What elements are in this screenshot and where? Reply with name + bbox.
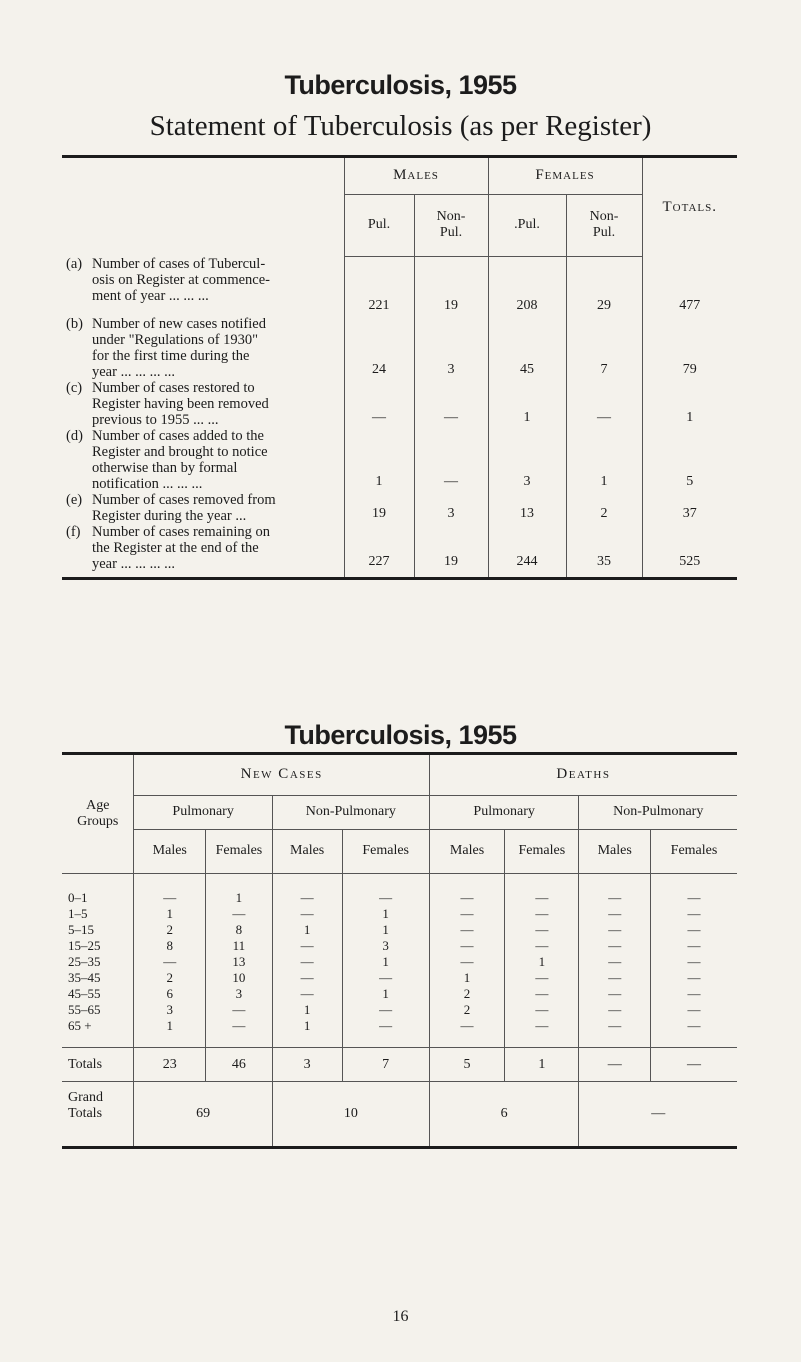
data-cell: — — [651, 906, 737, 922]
header-male-pul: Pul. — [344, 194, 414, 256]
register-row-text: Register during the year ... — [92, 508, 247, 524]
register-cell: 19 — [344, 492, 414, 524]
data-cell: 3 — [342, 938, 429, 954]
register-row — [62, 524, 737, 572]
register-table — [62, 155, 737, 580]
data-cell: — — [579, 922, 651, 938]
register-row-text: Register and brought to notice — [92, 444, 268, 460]
grand-totals-cell: 69 — [134, 1082, 272, 1148]
sex-header: Females — [505, 829, 579, 873]
second-title: Tuberculosis, 1955 — [284, 720, 517, 750]
register-cell: 24 — [344, 316, 414, 380]
data-cell: — — [429, 938, 504, 954]
data-cell: — — [272, 890, 342, 906]
register-cell: 45 — [488, 316, 566, 380]
table-row — [62, 1002, 737, 1018]
data-cell: — — [272, 906, 342, 922]
register-row-label — [62, 492, 344, 524]
data-cell: — — [579, 938, 651, 954]
register-cell: 3 — [414, 316, 488, 380]
data-cell: 1 — [505, 954, 579, 970]
age-group-cell: 55–65 — [68, 1001, 101, 1017]
data-cell: 1 — [134, 906, 206, 922]
register-row-label — [62, 380, 344, 428]
data-cell: 1 — [272, 1018, 342, 1034]
sex-header: Males — [134, 829, 206, 873]
data-cell: — — [579, 1002, 651, 1018]
data-cell: — — [272, 954, 342, 970]
register-cell: 221 — [344, 256, 414, 316]
table-row — [62, 922, 737, 938]
data-cell: — — [206, 1018, 273, 1034]
data-cell: 2 — [134, 922, 206, 938]
register-cell: 1 — [488, 380, 566, 428]
data-cell: 3 — [206, 986, 273, 1002]
register-row — [62, 316, 737, 380]
age-group-cell: 1–5 — [68, 905, 88, 921]
data-cell: — — [505, 906, 579, 922]
register-row-text: osis on Register at commence- — [92, 272, 270, 288]
data-cell: — — [134, 954, 206, 970]
data-cell: — — [579, 1018, 651, 1034]
data-cell: — — [505, 1002, 579, 1018]
data-cell: — — [342, 890, 429, 906]
data-cell: — — [429, 922, 504, 938]
table-row — [62, 970, 737, 986]
data-cell: — — [272, 938, 342, 954]
data-cell: — — [429, 906, 504, 922]
sex-header: Females — [651, 829, 737, 873]
header-males: Males — [393, 167, 439, 184]
age-group-cell: 25–35 — [68, 953, 101, 969]
data-cell: 1 — [134, 1018, 206, 1034]
data-cell: — — [342, 1018, 429, 1034]
register-row-text: Number of cases added to the — [92, 428, 264, 444]
data-cell: — — [579, 970, 651, 986]
register-cell: 19 — [414, 256, 488, 316]
table-row — [62, 938, 737, 954]
table-row — [62, 1018, 737, 1034]
data-cell: — — [206, 906, 273, 922]
grand-totals-label: Grand Totals — [68, 1090, 103, 1121]
sex-header: Males — [272, 829, 342, 873]
data-cell: — — [651, 986, 737, 1002]
register-cell: 5 — [642, 428, 737, 492]
row-marker: (e) — [66, 492, 83, 508]
totals-cell: 5 — [429, 1048, 504, 1082]
data-cell: — — [579, 986, 651, 1002]
register-cell: 1 — [642, 380, 737, 428]
header-male-nonpul: Non- Pul. — [414, 194, 488, 256]
register-cell: 227 — [344, 524, 414, 572]
data-cell: — — [505, 922, 579, 938]
totals-cell: 46 — [206, 1048, 273, 1082]
register-cell: — — [566, 380, 642, 428]
data-cell: — — [134, 890, 206, 906]
data-cell: 3 — [134, 1002, 206, 1018]
register-row-text: ment of year ... ... ... — [92, 288, 209, 304]
data-cell: 2 — [134, 970, 206, 986]
data-cell: — — [272, 986, 342, 1002]
grand-totals-cell: 10 — [272, 1082, 429, 1148]
page-subtitle: Statement of Tuberculosis (as per Register) — [149, 110, 652, 142]
data-cell: — — [651, 938, 737, 954]
register-cell: 525 — [642, 524, 737, 572]
data-cell: 6 — [134, 986, 206, 1002]
page-number: 16 — [392, 1308, 409, 1325]
data-cell: 1 — [272, 922, 342, 938]
row-marker: (f) — [66, 524, 81, 540]
page-title: Tuberculosis, 1955 — [284, 70, 517, 100]
header-new-nonpulmonary: Non-Pulmonary — [272, 795, 429, 829]
register-cell: 7 — [566, 316, 642, 380]
header-deaths-pulmonary: Pulmonary — [429, 795, 579, 829]
register-cell: 13 — [488, 492, 566, 524]
row-marker: (a) — [66, 256, 83, 272]
register-row-text: Number of cases of Tubercul- — [92, 256, 266, 272]
register-row-text: previous to 1955 ... ... — [92, 412, 219, 428]
register-row-text: notification ... ... ... — [92, 476, 203, 492]
register-cell: — — [414, 428, 488, 492]
totals-cell: — — [579, 1048, 651, 1082]
register-cell: 79 — [642, 316, 737, 380]
register-cell: 29 — [566, 256, 642, 316]
age-group-cell: 65 + — [68, 1017, 92, 1033]
data-cell: — — [651, 890, 737, 906]
data-cell: 1 — [342, 922, 429, 938]
data-cell: — — [579, 906, 651, 922]
data-cell: — — [651, 922, 737, 938]
sex-header: Females — [206, 829, 273, 873]
register-cell: 1 — [344, 428, 414, 492]
register-row-label — [62, 428, 344, 492]
data-cell: — — [505, 986, 579, 1002]
totals-cell: 7 — [342, 1048, 429, 1082]
table-row — [62, 986, 737, 1002]
register-row — [62, 380, 737, 428]
data-cell: 8 — [134, 938, 206, 954]
grand-totals-cell: 6 — [429, 1082, 579, 1148]
data-cell: 13 — [206, 954, 273, 970]
header-deaths: Deaths — [556, 766, 611, 783]
age-group-cell: 0–1 — [68, 889, 88, 905]
data-cell: — — [505, 938, 579, 954]
register-cell: 1 — [566, 428, 642, 492]
register-cell: 244 — [488, 524, 566, 572]
header-totals: Totals. — [662, 198, 717, 215]
register-row — [62, 428, 737, 492]
data-cell: — — [505, 1018, 579, 1034]
register-row-text: otherwise than by formal — [92, 460, 238, 476]
sex-header: Males — [579, 829, 651, 873]
totals-cell: 3 — [272, 1048, 342, 1082]
header-females: Females — [535, 167, 595, 184]
totals-cell: 1 — [505, 1048, 579, 1082]
data-cell: 1 — [429, 970, 504, 986]
data-cell: — — [651, 1018, 737, 1034]
header-new-pulmonary: Pulmonary — [134, 795, 272, 829]
register-row — [62, 492, 737, 524]
register-row-text: Number of new cases notified — [92, 316, 266, 332]
register-cell: 3 — [414, 492, 488, 524]
register-cell: 3 — [488, 428, 566, 492]
register-row-text: Number of cases removed from — [92, 492, 276, 508]
register-cell: — — [344, 380, 414, 428]
register-row-text: year ... ... ... ... — [92, 556, 175, 572]
register-cell: 208 — [488, 256, 566, 316]
age-group-cell: 45–55 — [68, 985, 101, 1001]
totals-label: Totals — [62, 1048, 134, 1082]
register-cell: — — [414, 380, 488, 428]
data-cell: 2 — [429, 1002, 504, 1018]
data-cell: — — [651, 970, 737, 986]
data-cell: — — [342, 1002, 429, 1018]
data-cell: — — [505, 970, 579, 986]
data-cell: 1 — [342, 986, 429, 1002]
data-cell: 8 — [206, 922, 273, 938]
row-marker: (d) — [66, 428, 83, 444]
register-row-text: under "Regulations of 1930" — [92, 332, 259, 348]
data-cell: — — [651, 1002, 737, 1018]
header-female-nonpul: Non- Pul. — [566, 194, 642, 256]
header-new-cases: New Cases — [240, 766, 323, 783]
grand-totals-cell: — — [579, 1082, 737, 1148]
data-cell: — — [429, 954, 504, 970]
row-marker: (c) — [66, 380, 83, 396]
header-female-pul: .Pul. — [488, 194, 566, 256]
data-cell: — — [651, 954, 737, 970]
age-group-cell: 15–25 — [68, 937, 101, 953]
register-cell: 37 — [642, 492, 737, 524]
sex-header: Females — [342, 829, 429, 873]
table-row — [62, 906, 737, 922]
data-cell: 1 — [206, 890, 273, 906]
table-row — [62, 954, 737, 970]
data-cell: — — [429, 1018, 504, 1034]
cases-deaths-table — [62, 752, 737, 1149]
register-row-label — [62, 316, 344, 380]
data-cell: 1 — [342, 906, 429, 922]
totals-cell: — — [651, 1048, 737, 1082]
register-cell: 477 — [642, 256, 737, 316]
register-row-text: Number of cases remaining on — [92, 524, 270, 540]
data-cell: 2 — [429, 986, 504, 1002]
register-cell: 2 — [566, 492, 642, 524]
age-group-cell: 35–45 — [68, 969, 101, 985]
register-row — [62, 256, 737, 316]
register-row-text: year ... ... ... ... — [92, 364, 175, 380]
totals-cell: 23 — [134, 1048, 206, 1082]
data-cell: — — [579, 954, 651, 970]
data-cell: — — [272, 970, 342, 986]
register-row-text: Register having been removed — [92, 396, 269, 412]
header-deaths-nonpulmonary: Non-Pulmonary — [579, 795, 737, 829]
register-row-label — [62, 524, 344, 572]
register-cell: 19 — [414, 524, 488, 572]
sex-header: Males — [429, 829, 504, 873]
data-cell: — — [342, 970, 429, 986]
data-cell: 1 — [272, 1002, 342, 1018]
data-cell: 11 — [206, 938, 273, 954]
row-marker: (b) — [66, 316, 83, 332]
age-groups-header: Age Groups — [77, 797, 119, 829]
register-cell: 35 — [566, 524, 642, 572]
data-cell: — — [579, 890, 651, 906]
register-row-text: for the first time during the — [92, 348, 250, 364]
register-row-text: Number of cases restored to — [92, 380, 255, 396]
register-row-label — [62, 256, 344, 316]
table-row — [62, 890, 737, 906]
data-cell: 10 — [206, 970, 273, 986]
data-cell: — — [505, 890, 579, 906]
register-row-text: the Register at the end of the — [92, 540, 259, 556]
data-cell: 1 — [342, 954, 429, 970]
data-cell: — — [206, 1002, 273, 1018]
age-group-cell: 5–15 — [68, 921, 94, 937]
data-cell: — — [429, 890, 504, 906]
